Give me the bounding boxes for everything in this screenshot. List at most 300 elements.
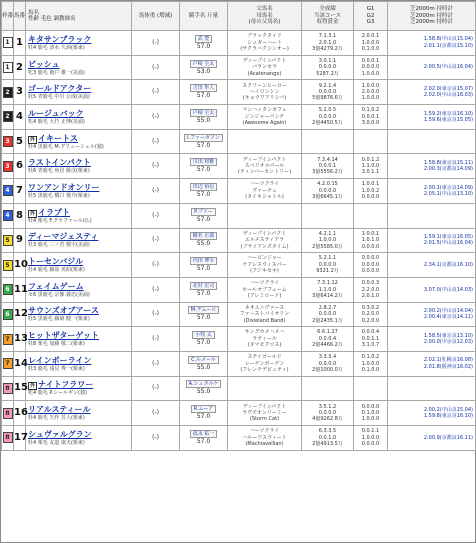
table-row — [2, 401, 476, 426]
body-weight: (-) — [132, 80, 180, 105]
horse-number: 13 — [14, 327, 26, 352]
course-record: 0.0.0.0 — [318, 113, 337, 120]
g3-record: 3.0.0.0 — [361, 120, 380, 127]
header-best-time — [388, 2, 476, 31]
best-time-1: 2.02.0(東京良15.07) — [423, 85, 473, 92]
grade-record-cell — [354, 426, 388, 451]
best-time-1: 2.00.5(中山良16.04) — [423, 64, 473, 71]
table-row — [2, 426, 476, 451]
best-time-cell — [388, 179, 476, 204]
grade-record-cell — [354, 302, 388, 327]
best-time-cell — [388, 277, 476, 302]
horse-cell — [26, 179, 132, 204]
horse-name: シュヴァルグラン — [28, 429, 92, 439]
best-time-3: 1.59.6(東京良15.05) — [423, 116, 473, 123]
broodmare-sire-name: (タイキシャトル) — [245, 194, 284, 201]
jockey-name-link[interactable]: 戸崎 圭太 — [190, 60, 218, 68]
header-best-line3: 芝2000m 持時計 — [409, 19, 454, 26]
best-time-3: 2.00.0(中京良12.03) — [423, 339, 473, 346]
horse-name-link[interactable] — [28, 35, 131, 45]
broodmare-sire-name: (Storm Cat) — [249, 416, 280, 423]
table-row — [2, 203, 476, 228]
header-horse-line2: 性齢 毛色 調教師名 — [28, 16, 76, 22]
g1-record: 0.1.0.2 — [361, 107, 380, 114]
grade-record-cell — [354, 154, 388, 179]
best-time-cell — [388, 55, 476, 80]
horse-name: レインボーライン — [28, 355, 92, 365]
horse-cell — [26, 327, 132, 352]
overall-record: 3.3.3.4 — [318, 354, 337, 361]
carried-weight: 57.0 — [196, 42, 211, 50]
grade-record-cell — [354, 179, 388, 204]
best-time-1: 2.00.2(中山良14.04) — [423, 308, 473, 314]
waku-number-cell — [2, 401, 14, 426]
broodmare-sire-name: (フジキセキ) — [250, 268, 279, 275]
waku-number-badge: 6 — [3, 284, 13, 295]
earned-prize: 2億4466.2万 — [312, 342, 343, 349]
horse-info: 牡3 鹿毛 二ノ宮 敬宇(美浦) — [28, 242, 90, 249]
course-record: 0.0.1.0 — [318, 434, 337, 441]
horse-info: 牝4 鹿毛 大竹 正博(美浦) — [28, 118, 85, 125]
g3-record: 0.0.0.0 — [361, 243, 380, 250]
pedigree-cell — [228, 253, 302, 278]
pedigree-cell — [228, 228, 302, 253]
horse-number: 10 — [14, 253, 26, 278]
horse-name: フェイムゲーム — [28, 281, 84, 291]
best-time-cell — [388, 351, 476, 376]
jockey-cell — [180, 129, 228, 154]
horse-name: キタサンブラック — [28, 34, 92, 44]
horse-cell — [26, 129, 132, 154]
best-time-cell — [388, 203, 476, 228]
course-record: 0.0.0.0 — [318, 261, 337, 268]
best-time-cell — [388, 253, 476, 278]
g2-record: 0.0.0.0 — [361, 64, 380, 71]
broodmare-sire-name: (サクラバクシンオー) — [240, 46, 289, 53]
horse-cell — [26, 31, 132, 56]
header-grade — [354, 2, 388, 31]
jockey-cell — [180, 55, 228, 80]
g1-record: 0.1.0.2 — [361, 354, 380, 361]
body-weight: (-) — [132, 302, 180, 327]
waku-number-badge: 2 — [3, 111, 13, 122]
earned-prize: 2億4913.5万 — [312, 441, 343, 448]
waku-number-badge: 8 — [3, 408, 13, 419]
carried-weight: 57.0 — [196, 289, 211, 297]
overall-record: 5.2.0.5 — [318, 107, 337, 114]
jockey-cell — [180, 277, 228, 302]
grade-record-cell — [354, 327, 388, 352]
carried-weight: 57.0 — [196, 413, 211, 421]
broodmare-sire-name: (タマモクロス) — [247, 342, 282, 349]
jockey-cell — [180, 105, 228, 130]
horse-info: セ6 黒鹿毛 宗像 義忠(美浦) — [28, 291, 90, 298]
overall-record: 4.2.0.15 — [317, 181, 338, 188]
waku-number-badge: 1 — [3, 37, 13, 48]
broodmare-sire-name: (ティンバーカントリー) — [237, 169, 292, 176]
horse-name-link[interactable] — [28, 282, 131, 292]
course-record: 1.1.0.0 — [318, 286, 337, 293]
jockey-name-link[interactable]: 北村 宏司 — [190, 282, 218, 290]
best-time-3: 2.05.1(中山良13.10) — [423, 190, 473, 197]
carried-weight: 53.0 — [196, 67, 211, 75]
table-body — [2, 31, 476, 451]
broodmare-sire-name: (Dixieland Band) — [243, 317, 286, 324]
g1-record: 0.0.0.0 — [361, 403, 380, 410]
carried-weight: 57.0 — [196, 190, 211, 198]
g1-record: 0.0.0.1 — [361, 57, 380, 64]
carried-weight: 57.0 — [196, 265, 211, 273]
pedigree-cell — [228, 327, 302, 352]
waku-number-cell — [2, 203, 14, 228]
grade-record-cell — [354, 80, 388, 105]
table-row — [2, 55, 476, 80]
g2-record: 0.0.0.0 — [361, 261, 380, 268]
dam-name: レーゲンボーゲン — [244, 360, 285, 367]
carried-weight: 57.0 — [196, 314, 211, 322]
best-time-3: 1.59.8(東京良16.10) — [423, 413, 473, 420]
record-cell — [302, 253, 354, 278]
jockey-cell — [180, 253, 228, 278]
horse-name: ディーマジェスティ — [28, 232, 99, 242]
table-row — [2, 31, 476, 56]
earned-prize: 2億5585.0万 — [312, 243, 343, 250]
horse-cell — [26, 105, 132, 130]
pedigree-cell — [228, 55, 302, 80]
table-row — [2, 253, 476, 278]
pedigree-cell — [228, 154, 302, 179]
header-best-line1: 芝2000m 持時計 — [409, 6, 454, 13]
waku-number-badge: 1 — [3, 62, 13, 73]
best-time-3: 2.01.1(京都良15.10) — [423, 42, 473, 49]
carried-weight: 57.0 — [196, 166, 211, 174]
jockey-name-link[interactable]: 蛯名 正義 — [190, 232, 218, 240]
header-waku: 枠番 — [2, 2, 14, 31]
record-cell — [302, 80, 354, 105]
course-record: 0.0.0.0 — [318, 409, 337, 416]
best-time-cell — [388, 401, 476, 426]
course-record: 0.0.0.0 — [318, 360, 337, 367]
horse-info: 牡8 栗毛 加藤 敬二(栗東) — [28, 341, 85, 348]
g2-record: 1.0.1.0 — [361, 237, 380, 244]
waku-number-cell — [2, 253, 14, 278]
g3-record: 0.1.0.0 — [361, 46, 380, 53]
horse-number: 4 — [14, 105, 26, 130]
table-row — [2, 129, 476, 154]
broodmare-sire-name: (Awesome Again) — [242, 120, 287, 127]
table-row — [2, 277, 476, 302]
waku-number-cell — [2, 327, 14, 352]
best-time-1: 2.02.1(札幌良16.08) — [423, 357, 473, 364]
horse-name-link[interactable] — [28, 232, 131, 242]
waku-number-cell — [2, 80, 14, 105]
overall-record: 2.8.2.7 — [318, 304, 337, 311]
grade-record-cell — [354, 129, 388, 154]
horse-cell — [26, 203, 132, 228]
pedigree-cell — [228, 302, 302, 327]
jockey-name-link[interactable]: 内田 博幸 — [190, 257, 218, 265]
jockey-name-link[interactable]: P.ブドー — [191, 208, 216, 216]
earned-prize: 9321.2万 — [316, 268, 339, 275]
best-time-cell — [388, 129, 476, 154]
best-time-1: 2.00.2(中山良15.04) — [423, 406, 473, 413]
jockey-name-link[interactable]: 田辺 裕信 — [190, 183, 218, 191]
header-ped-line3: (母の父馬名) — [248, 19, 281, 26]
course-record: 0.0.0.0 — [318, 89, 337, 96]
horse-name-link[interactable] — [28, 331, 131, 341]
g3-record: 0.1.0.0 — [361, 366, 380, 373]
horse-cell — [26, 253, 132, 278]
dam-name: ホールオブフェーム — [242, 286, 287, 293]
pedigree-cell — [228, 203, 302, 228]
dam-name: ヘイロンシン — [249, 89, 280, 96]
jockey-cell — [180, 327, 228, 352]
earned-prize: 2億1000.0万 — [312, 366, 343, 373]
pedigree-cell — [228, 129, 302, 154]
best-time-1: 1.58.8(中山良15.04) — [423, 36, 473, 43]
g1-record: 0.0.1.1 — [361, 428, 380, 435]
g2-record: 0.0.1.1 — [361, 335, 380, 342]
horse-name-link[interactable] — [28, 84, 131, 94]
g3-record: 1.0.0.0 — [361, 70, 380, 77]
horse-cell — [26, 154, 132, 179]
body-weight: (-) — [132, 277, 180, 302]
g1-record: 2.0.0.1 — [361, 33, 380, 40]
best-time-1: 1.59.2(東京良16.10) — [423, 110, 473, 117]
horse-name-link[interactable] — [28, 134, 131, 144]
grade-record-cell — [354, 203, 388, 228]
broodmare-sire-name: (Machiavellian) — [245, 441, 284, 448]
jockey-cell — [180, 376, 228, 401]
best-time-1: 1.58.8(東京良15.11) — [423, 159, 473, 166]
jockey-cell — [180, 31, 228, 56]
body-weight: (-) — [132, 426, 180, 451]
g3-record: 0.2.0.0 — [361, 317, 380, 324]
g1-record: 0.0.0.4 — [361, 329, 380, 336]
record-cell — [302, 426, 354, 451]
horse-name: ワンアンドオンリー — [28, 182, 100, 192]
jockey-name-link[interactable]: 武 豊 — [195, 35, 213, 43]
horse-name-link[interactable] — [28, 405, 131, 415]
horse-info: 牝3 鹿毛 鹿戸 雄一(美浦) — [28, 69, 85, 76]
body-weight: (-) — [132, 253, 180, 278]
grade-record-cell — [354, 55, 388, 80]
horse-number: 16 — [14, 401, 26, 426]
horse-name: ナイトフラワー — [38, 380, 94, 390]
horse-cell — [26, 80, 132, 105]
horse-number: 7 — [14, 179, 26, 204]
g3-record: 0.0.0.0 — [361, 441, 380, 448]
best-time-cell — [388, 105, 476, 130]
horse-name: ビッシュ — [28, 59, 60, 69]
horse-number: 15 — [14, 376, 26, 401]
horse-name-link[interactable] — [28, 257, 131, 267]
grade-record-cell — [354, 228, 388, 253]
jockey-name-link[interactable]: 川田 将雅 — [190, 158, 218, 166]
best-time-3: 2.00.9(京都良16.11) — [423, 434, 473, 441]
pedigree-cell — [228, 31, 302, 56]
body-weight: (-) — [132, 129, 180, 154]
dam-name: ケアレスウィスパー — [242, 261, 287, 268]
horse-name: リアルスティール — [28, 405, 91, 415]
header-jockey: 騎手名 斤量 — [180, 2, 228, 31]
body-weight: (-) — [132, 179, 180, 204]
horse-name-link[interactable] — [28, 380, 131, 390]
waku-number-cell — [2, 277, 14, 302]
horse-name-link[interactable] — [28, 306, 131, 316]
horse-name-link[interactable] — [28, 430, 131, 440]
waku-number-badge: 4 — [3, 185, 13, 196]
course-record: 0.0.0.0 — [318, 64, 337, 71]
jockey-name-link[interactable]: I.ファーガソン — [184, 134, 223, 142]
horse-name: ヒットザターゲット — [28, 331, 100, 341]
horse-name: ラストインパクト — [28, 158, 91, 168]
horse-name: イラプト — [38, 207, 71, 217]
header-best-line2: 芝2000m 持時計 — [409, 12, 454, 19]
horse-name-link[interactable] — [28, 109, 131, 119]
dam-name: ヴァーチュ — [252, 187, 277, 194]
header-record — [302, 2, 354, 31]
record-cell — [302, 302, 354, 327]
g3-record: 3.1.0.7 — [361, 342, 380, 349]
sire-name: ブラックタイド — [247, 33, 282, 40]
table-row — [2, 327, 476, 352]
jockey-name-link[interactable]: 福永 祐一 — [190, 430, 218, 438]
g1-record: 1.0.0.0 — [361, 82, 380, 89]
horse-number: 17 — [14, 426, 26, 451]
course-record: 0.0.0.0 — [318, 311, 337, 318]
horse-info: 牡4 栗毛 F.グラファール(仏) — [28, 217, 92, 224]
table-row — [2, 376, 476, 401]
dam-name: ファーストバイオリン — [239, 311, 290, 318]
best-time-1: 2.00.1(東京良14.09) — [423, 184, 473, 191]
course-record: 2.0.1.0 — [318, 39, 337, 46]
dam-name: エルメスティアラ — [244, 237, 285, 244]
horse-number: 6 — [14, 154, 26, 179]
table-row — [2, 105, 476, 130]
carried-weight: 57.0 — [196, 339, 211, 347]
table-row — [2, 351, 476, 376]
pedigree-cell — [228, 426, 302, 451]
g3-record: 2.0.1.0 — [361, 292, 380, 299]
horse-number: 14 — [14, 351, 26, 376]
g1-record: 0.0.0.3 — [361, 280, 380, 287]
overall-record: 4.2.1.1 — [318, 230, 337, 237]
body-weight: (-) — [132, 376, 180, 401]
horse-name-link[interactable] — [28, 183, 131, 193]
sire-name: ネオユニヴァース — [244, 304, 285, 311]
table-header — [2, 2, 476, 31]
horse-name-link[interactable] — [28, 356, 131, 366]
record-cell — [302, 129, 354, 154]
horse-name-link[interactable] — [28, 60, 131, 70]
pedigree-cell — [228, 179, 302, 204]
jockey-cell — [180, 401, 228, 426]
waku-number-badge: 6 — [3, 309, 13, 320]
earned-prize: 4億9262.8万 — [312, 416, 343, 423]
course-record: 0.0.0.0 — [318, 187, 337, 194]
horse-info: 牡4 黒鹿毛 M.グリューシェル(独) — [28, 143, 104, 150]
sire-name: ハーツクライ — [249, 280, 280, 287]
horse-name-link[interactable] — [28, 208, 131, 218]
table-row — [2, 179, 476, 204]
earned-prize: 3億6645.1万 — [312, 194, 343, 201]
pedigree-cell — [228, 351, 302, 376]
broodmare-sire-name: (フレンチデピュティ) — [240, 366, 289, 373]
dam-name: ジンジャーパンチ — [244, 113, 285, 120]
body-weight: (-) — [132, 55, 180, 80]
jockey-name-link[interactable]: 戸崎 圭太 — [190, 109, 218, 117]
pedigree-cell — [228, 277, 302, 302]
earned-prize: 2億4450.5万 — [312, 120, 343, 127]
jockey-name-link[interactable]: 吉田 隼人 — [190, 84, 218, 92]
record-cell — [302, 228, 354, 253]
horse-info: 牡6 青鹿毛 角居 勝彦(栗東) — [28, 168, 90, 175]
jockey-name-link[interactable]: A.シュタルケ — [186, 380, 222, 388]
body-weight: (-) — [132, 31, 180, 56]
jockey-cell — [180, 351, 228, 376]
horse-number: 9 — [14, 228, 26, 253]
g2-record: 0.2.0.0 — [361, 311, 380, 318]
header-rec-line1: 全成績 — [319, 6, 336, 13]
jockey-name-link[interactable]: C.ルメール — [188, 356, 219, 364]
broodmare-sire-name: (アレミロード) — [247, 292, 282, 299]
waku-number-cell — [2, 105, 14, 130]
horse-name-link[interactable] — [28, 158, 131, 168]
body-weight: (-) — [132, 228, 180, 253]
header-umaban: 馬番 — [14, 2, 26, 31]
grade-record-cell — [354, 277, 388, 302]
grade-record-cell — [354, 401, 388, 426]
carried-weight: 55.0 — [196, 116, 211, 124]
jockey-name-link[interactable]: 小牧 太 — [192, 331, 215, 339]
waku-number-cell — [2, 351, 14, 376]
overall-record: 5.2.1.1 — [318, 255, 337, 262]
course-record: 0.0.0.1 — [318, 163, 337, 170]
waku-number-cell — [2, 154, 14, 179]
g1-record: 0.0.1.2 — [361, 156, 380, 163]
header-pedigree — [228, 2, 302, 31]
jockey-cell — [180, 80, 228, 105]
horse-info: 牡4 鹿毛 藤原 英昭(栗東) — [28, 267, 85, 274]
table-row — [2, 154, 476, 179]
overall-record: 3.0.1.1 — [318, 57, 337, 64]
record-cell — [302, 277, 354, 302]
header-horse — [26, 2, 132, 31]
carried-weight: 57.0 — [196, 92, 211, 100]
record-cell — [302, 154, 354, 179]
jockey-name-link[interactable]: M.デムーロ — [188, 306, 219, 314]
table-row — [2, 80, 476, 105]
horse-info: 牡4 鹿毛 清水 久詞(栗東) — [28, 44, 85, 51]
waku-number-cell — [2, 426, 14, 451]
waku-number-cell — [2, 302, 14, 327]
grade-record-cell — [354, 376, 388, 401]
horse-number: 3 — [14, 80, 26, 105]
carried-weight: 55.0 — [196, 388, 211, 396]
g2-record: 0.0.0.1 — [361, 113, 380, 120]
best-time-1: 1.59.1(東京良16.05) — [423, 233, 473, 240]
jockey-name-link[interactable]: R.ムーア — [191, 405, 216, 413]
record-cell — [302, 179, 354, 204]
horse-info: 牡5 黒鹿毛 藤岡 健一(栗東) — [28, 316, 90, 323]
carried-weight: 55.0 — [196, 240, 211, 248]
waku-number-badge: 3 — [3, 161, 13, 172]
jockey-cell — [180, 154, 228, 179]
waku-number-badge: 7 — [3, 334, 13, 345]
g2-record: 1.1.0.0 — [361, 163, 380, 170]
g3-record: 1.0.0.0 — [361, 95, 380, 102]
